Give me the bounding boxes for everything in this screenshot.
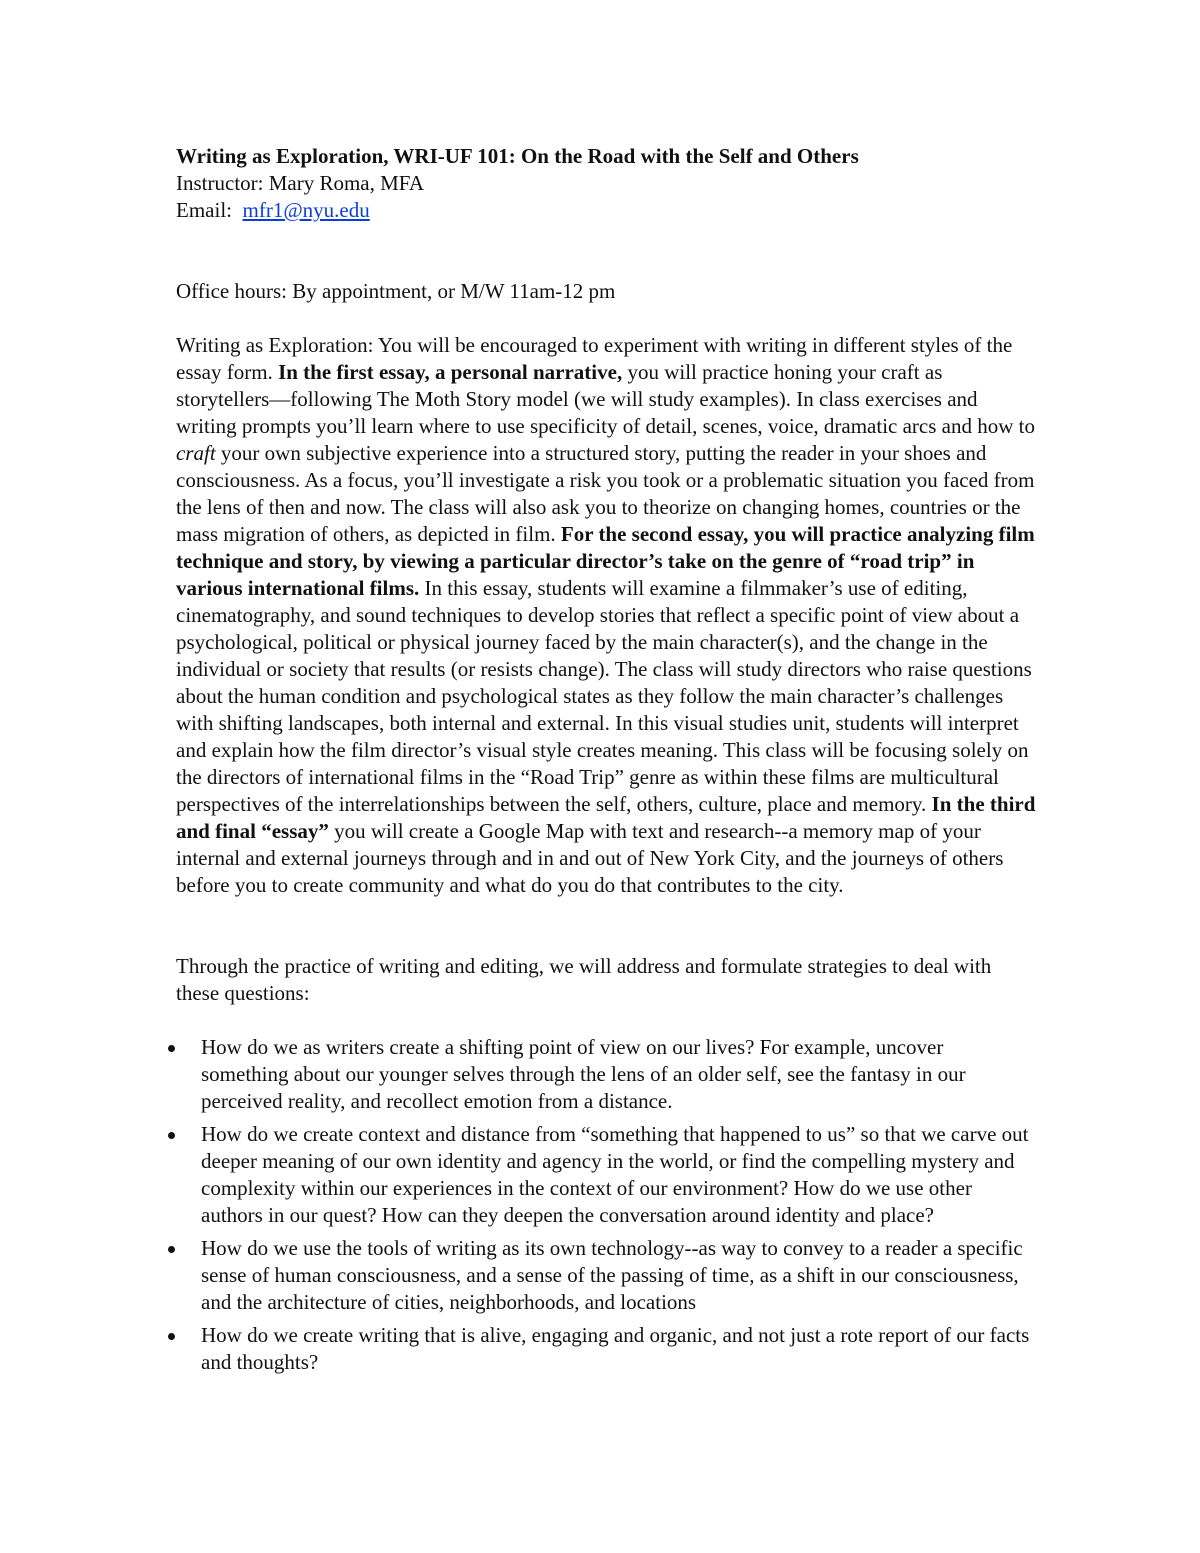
bullet-icon xyxy=(168,1246,175,1253)
bullet-icon xyxy=(168,1045,175,1052)
questions-intro: Through the practice of writing and editing, we will address and formulate strategies to deal with these questions: xyxy=(176,954,992,1005)
office-hours: Office hours: By appointment, or M/W 11am-12 pm xyxy=(176,279,616,303)
spacer xyxy=(176,1007,1036,1034)
questions-list xyxy=(176,1034,1036,1376)
list-item xyxy=(176,1322,1036,1376)
email-link[interactable]: mfr1@nyu.edu xyxy=(242,198,370,222)
spacer xyxy=(176,899,1036,953)
email-line xyxy=(176,197,1036,224)
email-label: Email: xyxy=(176,198,243,222)
list-item-text: How do we create context and distance from “something that happened to us” so that we carve out deeper meaning of our own identity and agency in the world, or find the compelling mystery and complexity within our experiences in the context of our environment? How do we use other authors in our quest? How can they deepen the conversation around identity and place? xyxy=(201,1122,1029,1227)
description-third-essay: you will create a Google Map with text and research--a memory map of your internal and external journeys through and in and out of New York City, and the journeys of others before you to create community and what do you do that contributes to the city. xyxy=(176,819,1004,897)
description-first-essay-cont: your own subjective experience into a structured story, putting the reader in your shoes and consciousness. As a focus, you’ll investigate a risk you took or a problematic situation you faced from the lens of then and now. The class will also ask you to theorize on changing homes, countries or the mass migration of others, as depicted in film. xyxy=(176,441,1035,546)
document-content xyxy=(176,143,1036,1382)
description-second-essay: In this essay, students will examine a filmmaker’s use of editing, cinematography, and sound techniques to develop stories that reflect a specific point of view about a psychological, political or physical journey faced by the main character(s), and the change in the individual or society that results (or resists change). The class will study directors who raise questions about the human condition and psychological states as they follow the main character’s challenges with shifting landscapes, both internal and external. In this visual studies unit, students will interpret and explain how the film director’s visual style creates meaning. This class will be focusing solely on the directors of international films in the “Road Trip” genre as within these films are multicultural perspectives of the interrelationships between the self, others, culture, place and memory. xyxy=(176,576,1032,816)
spacer xyxy=(176,305,1036,332)
course-description xyxy=(176,332,1036,899)
description-first-essay: you will practice honing your craft as storytellers—following The Moth Story model (we will study examples). In class exercises and writing prompts you’ll learn where to use specificity of detail, scenes, voice, dramatic arcs and how to xyxy=(176,360,1035,438)
bullet-icon xyxy=(168,1132,175,1139)
description-intro: Writing as Exploration: You will be encouraged to experiment with writing in different styles of the essay form. xyxy=(176,333,1013,384)
first-essay-heading: In the first essay, a personal narrative, xyxy=(278,360,623,384)
instructor-line: Instructor: Mary Roma, MFA xyxy=(176,171,425,195)
list-item-text: How do we create writing that is alive, engaging and organic, and not just a rote report of our facts and thoughts? xyxy=(201,1323,1030,1374)
list-item xyxy=(176,1235,1036,1316)
craft-emphasis: craft xyxy=(176,441,216,465)
course-title: Writing as Exploration, WRI-UF 101: On the Road with the Self and Others xyxy=(176,144,859,168)
bullet-icon xyxy=(168,1333,175,1340)
list-item-text: How do we as writers create a shifting point of view on our lives? For example, uncover something about our younger selves through the lens of an older self, see the fantasy in our perceived reality, and recollect emotion from a distance. xyxy=(201,1035,966,1113)
list-item-text: How do we use the tools of writing as its own technology--as way to convey to a reader a specific sense of human consciousness, and a sense of the passing of time, as a shift in our consciousness, and the architecture of cities, neighborhoods, and locations xyxy=(201,1236,1023,1314)
list-item xyxy=(176,1121,1036,1229)
spacer xyxy=(176,224,1036,278)
third-essay-heading: In the third and final “essay” xyxy=(176,792,1036,843)
second-essay-heading: For the second essay, you will practice analyzing film technique and story, by viewing a particular director’s take on the genre of “road trip” in various international films. xyxy=(176,522,1035,600)
list-item xyxy=(176,1034,1036,1115)
